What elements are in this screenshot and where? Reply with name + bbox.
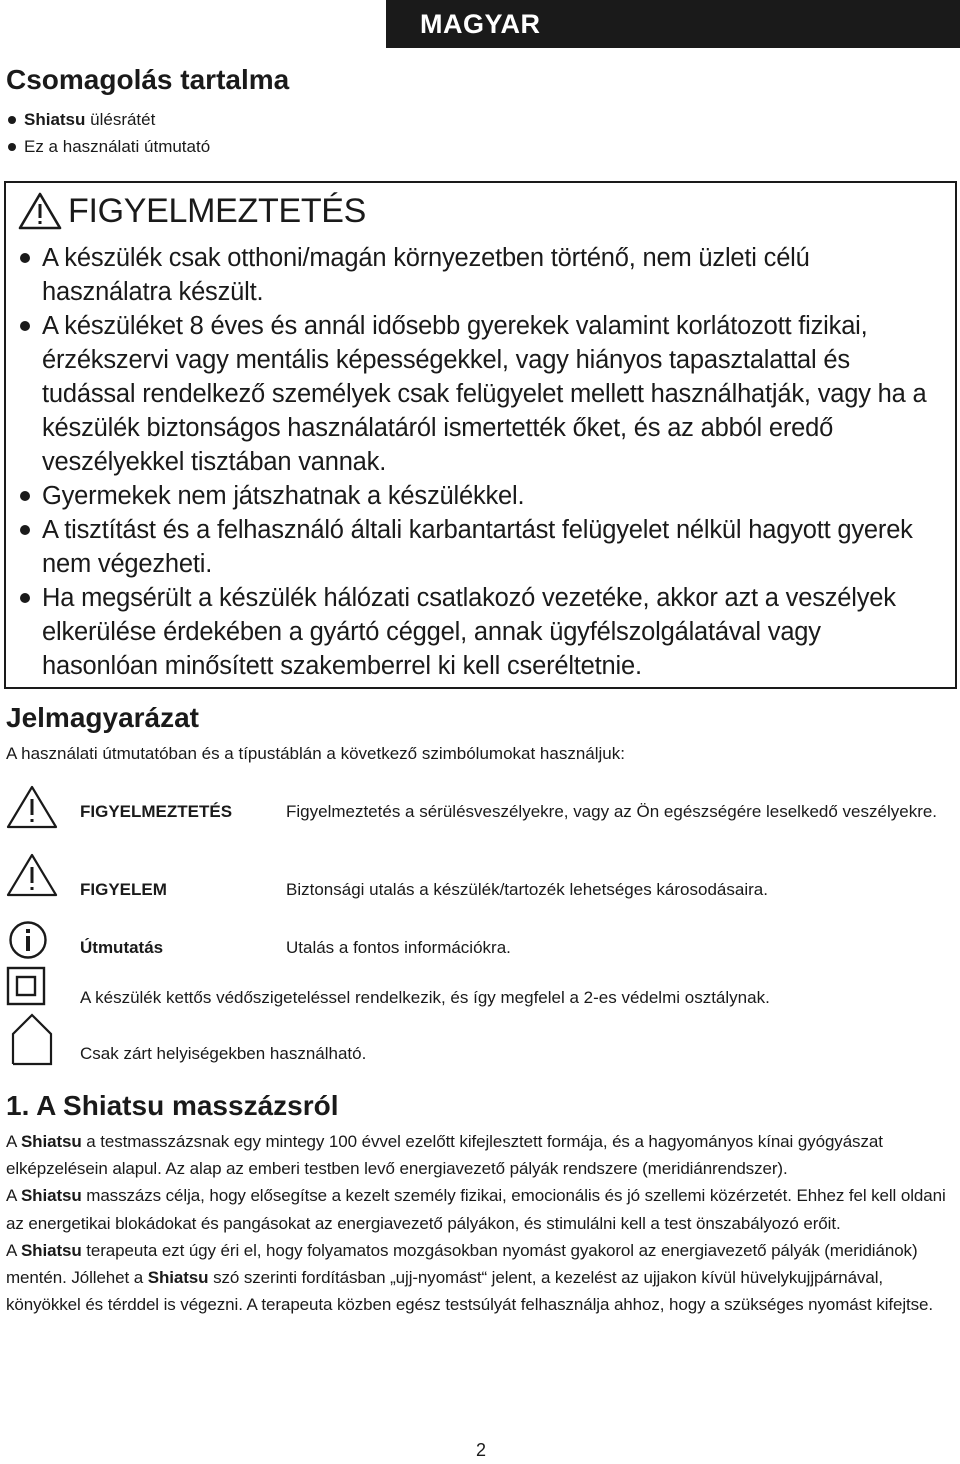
language-label: MAGYAR (420, 8, 541, 39)
list-item: A készülék csak otthoni/magán környezetben történő, nem üzleti célú használatra készült. (18, 241, 943, 309)
paragraph: A Shiatsu a testmasszázsnak egy mintegy 100 évvel ezelőtt kifejlesztett formája, és a hagyományos kínai gyógyászat elképzelésein alapul. Az alap az emberi testben levő energiavezető pályák rendszere (meridiánrendszer). (6, 1132, 883, 1179)
warning-triangle-icon (6, 784, 58, 830)
legend-desc-info: Utalás a fontos információkra. (286, 938, 511, 957)
caution-triangle-icon (6, 852, 58, 898)
list-item: Shiatsu ülésrátét (6, 106, 210, 133)
paragraph: A Shiatsu terapeuta ezt úgy éri el, hogy folyamatos mozgásokban nyomást gyakorol az energiavezető pályák (meridiánok) mentén. Jóllehet a Shiatsu szó szerinti fordításban „ujj-nyomást“ jelent, a kezelést az ujjakon kívül hüvelykujjpárnával, könyökkel és térddel is végezni. A terapeuta közben egész testsúlyát felhasználja ahhoz, hogy a szükséges nyomást kifejtse. (6, 1240, 934, 1315)
legend-label-caution: FIGYELEM (80, 880, 167, 899)
section-body (6, 1128, 956, 1318)
info-icon (8, 920, 48, 960)
list-item: Gyermekek nem játszhatnak a készülékkel. (18, 479, 943, 513)
warning-triangle-icon (18, 191, 62, 231)
legend-desc-double-insulation: A készülék kettős védőszigeteléssel rendelkezik, és így megfelel a 2-es védelmi osztálynak. (80, 988, 770, 1007)
legend-desc-caution: Biztonsági utalás a készülék/tartozék lehetséges károsodásaira. (286, 880, 768, 899)
list-item: A tisztítást és a felhasználó általi karbantartást felügyelet nélkül hagyott gyerek nem végezheti. (18, 513, 943, 581)
page-number: 2 (476, 1440, 487, 1460)
list-item: Ha megsérült a készülék hálózati csatlakozó vezetéke, akkor azt a veszélyek elkerülése érdekében a gyártó céggel, annak ügyfélszolgálatával vagy hasonlóan minősített szakemberrel ki kell cseréltetnie. (18, 581, 943, 683)
legend-label-info: Útmutatás (80, 938, 164, 957)
section-title: 1. A Shiatsu masszázsról (6, 1090, 339, 1121)
legend-desc-warning: Figyelmeztetés a sérülésveszélyekre, vagy az Ön egészségére leselkedő veszélyekre. (286, 802, 938, 821)
warning-title: FIGYELMEZTETÉS (68, 191, 367, 230)
legend-title: Jelmagyarázat (6, 702, 200, 733)
legend-intro: A használati útmutatóban és a típustáblán a következő szimbólumokat használjuk: (6, 744, 625, 763)
warning-header (18, 191, 366, 231)
package-contents-list (6, 106, 210, 160)
list-item: A készüléket 8 éves és annál idősebb gyerekek valamint korlátozott fizikai, érzékszervi vagy mentális képességekkel, vagy hiányos tapasztalattal és tudással rendelkező személyek csak felügyelet mellett használhatják, vagy ha a készülék biztonságos használatáról ismertették őket, és az abból eredő veszélyekkel tisztában vannak. (18, 309, 943, 479)
double-insulation-icon (6, 966, 46, 1006)
language-tab (386, 0, 960, 48)
list-item: Ez a használati útmutató (6, 133, 210, 160)
legend-label-warning: FIGYELMEZTETÉS (80, 802, 233, 821)
warning-box (4, 181, 957, 689)
legend-desc-indoor-use: Csak zárt helyiségekben használható. (80, 1044, 367, 1063)
package-contents-title: Csomagolás tartalma (6, 64, 290, 95)
paragraph: A Shiatsu masszázs célja, hogy elősegítse a kezelt személy fizikai, emocionális és jó szellemi közérzetét. Ehhez fel kell oldani az energetikai blokádokat és pangásokat az energiavezető pályákon, és stimulálni kell a test önszabályozó erőit. (6, 1186, 946, 1233)
warning-list (18, 241, 943, 683)
indoor-use-icon (6, 1012, 58, 1066)
